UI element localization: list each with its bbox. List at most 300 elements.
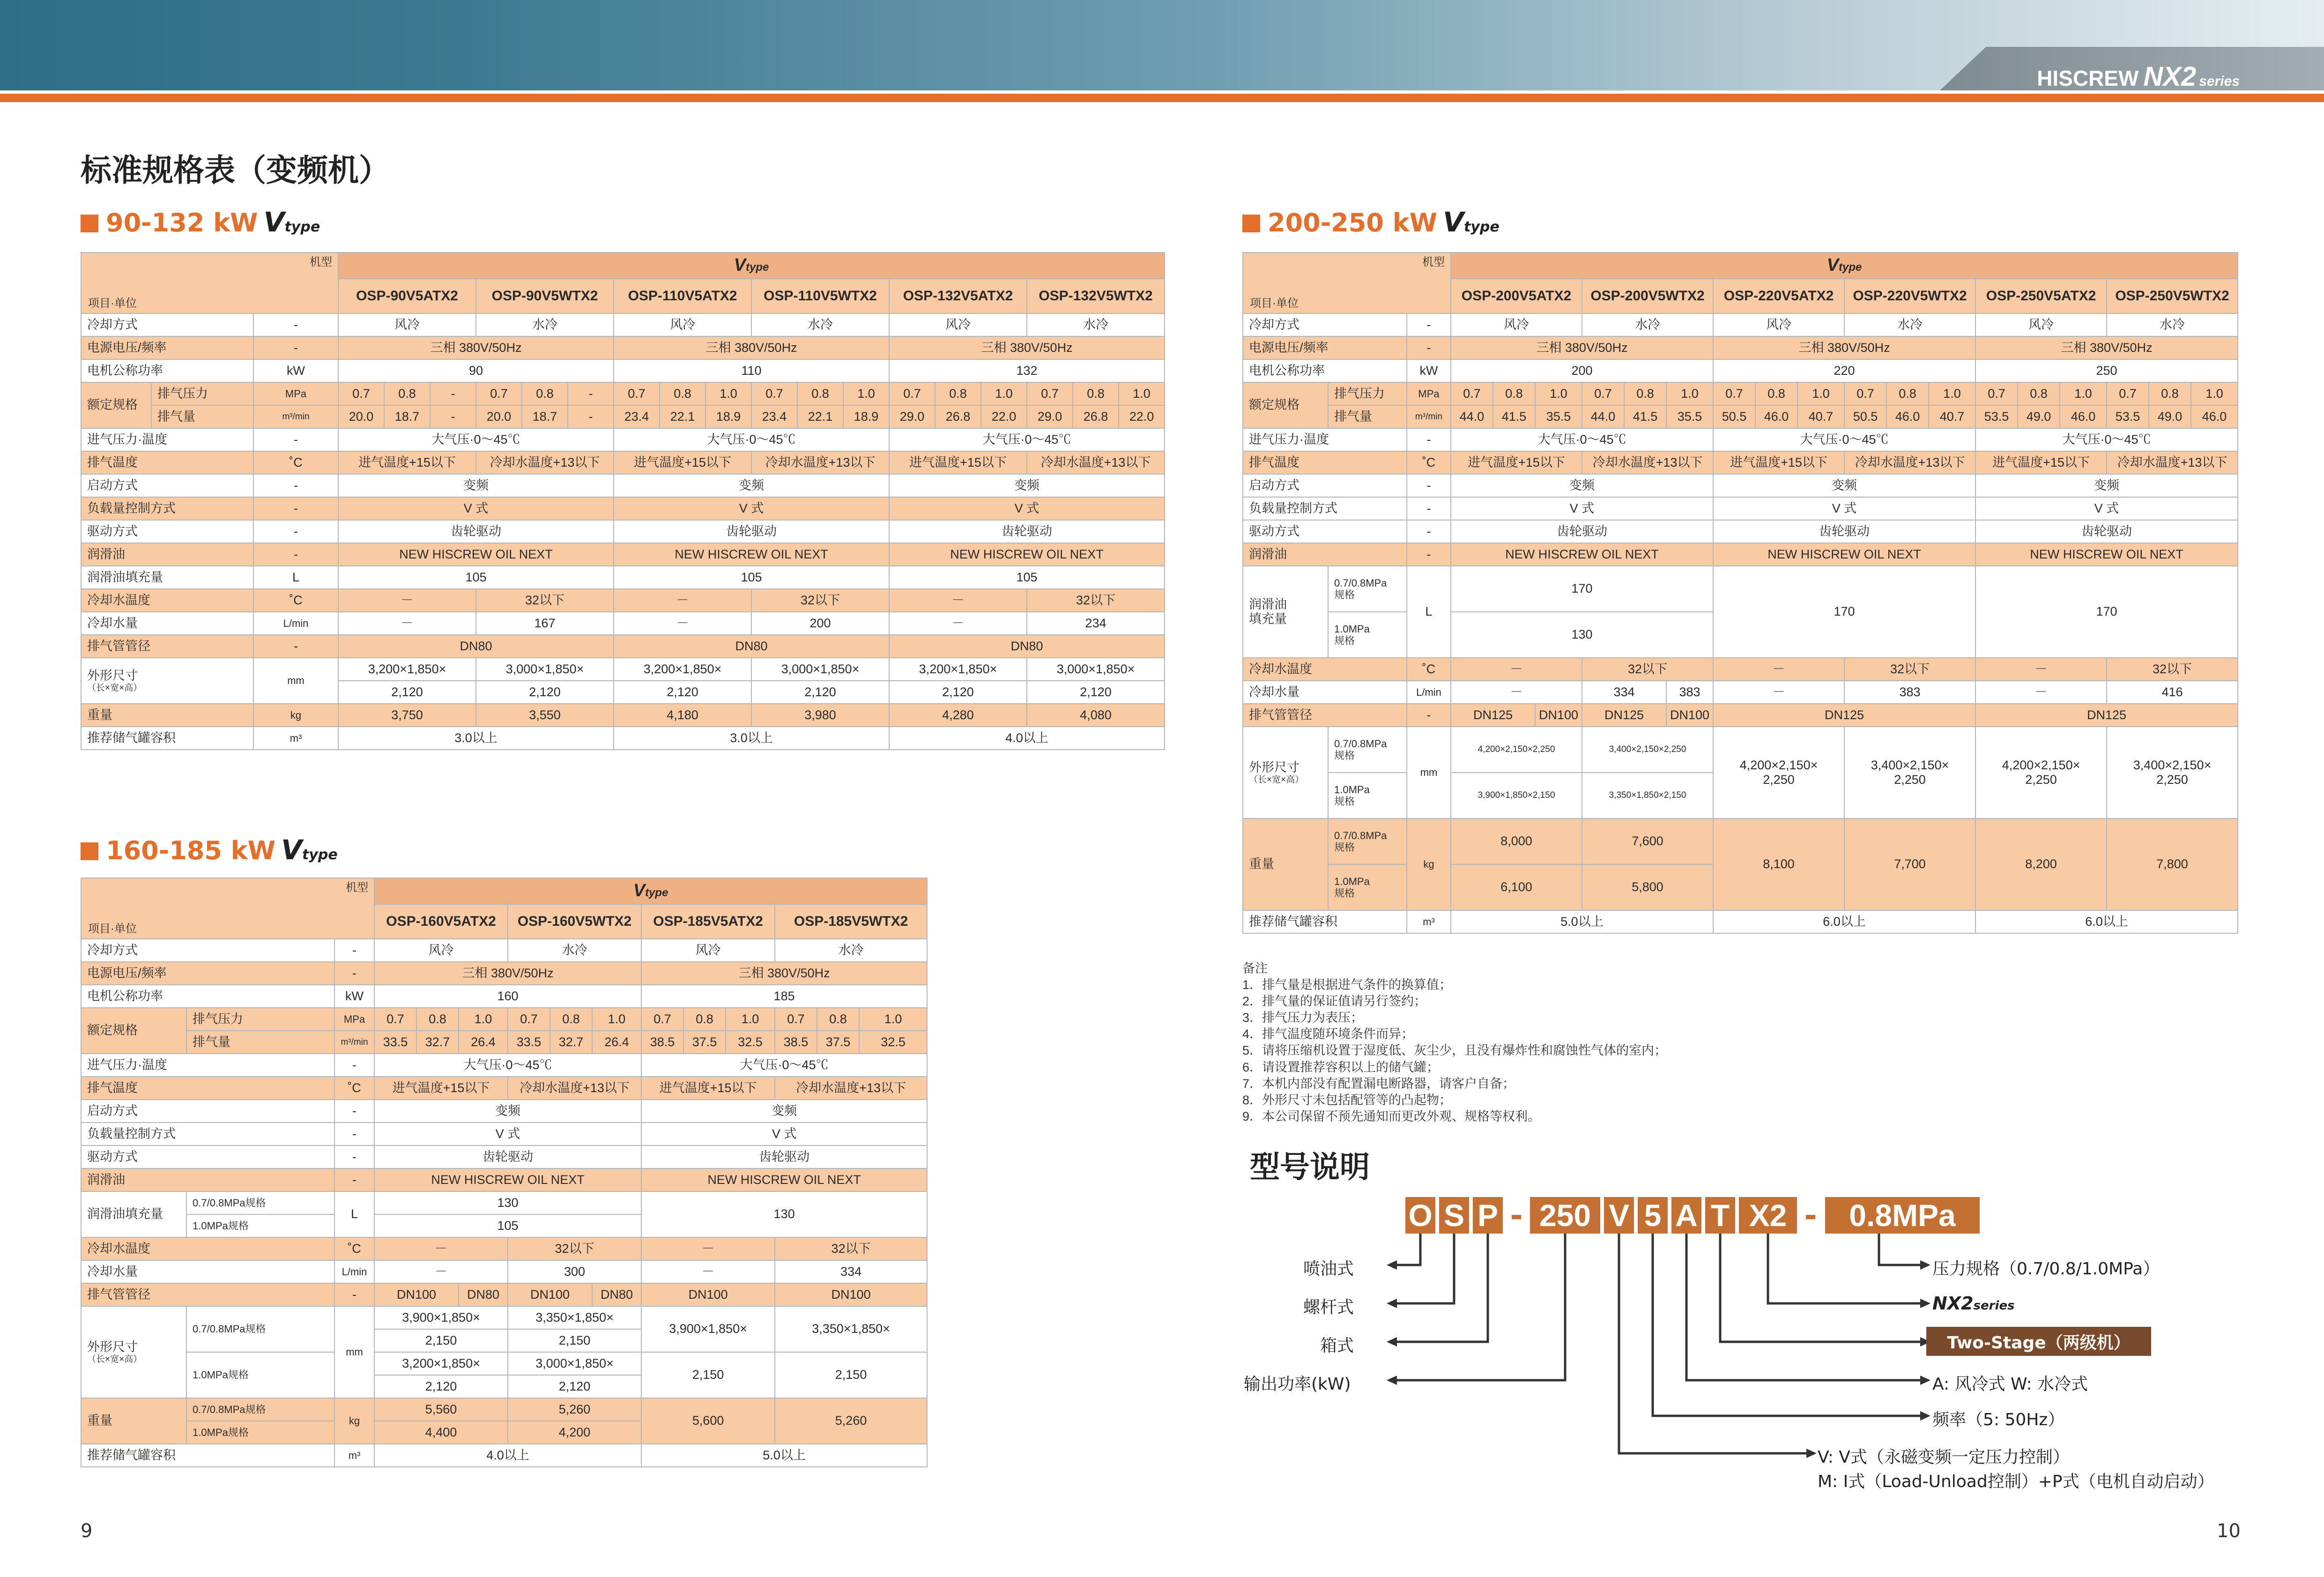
cell: 0.7	[2107, 382, 2149, 405]
cell: 170	[1975, 566, 2238, 658]
unit: kW	[1407, 359, 1451, 382]
cell: 3.0以上	[614, 727, 889, 750]
cell: 185	[641, 985, 927, 1008]
cell: 0.7	[338, 382, 384, 405]
cell: 2,120	[476, 681, 614, 704]
row-label: 冷却水量	[81, 612, 253, 635]
row-sublabel: 0.7/0.8MPa规格	[186, 1306, 334, 1352]
line-cool	[1686, 1234, 1922, 1380]
row-label: 重量	[81, 1398, 186, 1444]
sub-a: 0.7/0.8MPa	[1334, 577, 1387, 589]
unit: kg	[1407, 818, 1451, 910]
cell: 3,400×2,150×2,250	[1582, 727, 1713, 773]
model-header: OSP-220V5ATX2	[1713, 279, 1844, 313]
cell: 7,600	[1582, 818, 1713, 864]
unit: kW	[253, 359, 338, 382]
cell: 44.0	[1451, 405, 1493, 428]
cell: 1.0	[2191, 382, 2238, 405]
cell: 37.5	[817, 1031, 859, 1054]
cell: 23.4	[614, 405, 660, 428]
unit: -	[1407, 543, 1451, 566]
cell: 0.8	[1493, 382, 1535, 405]
cell: 风冷	[1451, 313, 1582, 336]
model-header: OSP-200V5WTX2	[1582, 279, 1713, 313]
series-main: NX2	[2143, 61, 2197, 92]
cell: DN125	[1451, 704, 1535, 727]
vtype-letter: V	[263, 206, 285, 238]
cell: 进气温度+15以下	[641, 1077, 775, 1100]
cell: 32.5	[726, 1031, 775, 1054]
model-header: OSP-200V5ATX2	[1451, 279, 1582, 313]
cell: 0.8	[550, 1008, 592, 1031]
row-label: 排气温度	[81, 1077, 334, 1100]
cell: 20.0	[338, 405, 384, 428]
label-pressure: 压力规格（0.7/0.8/1.0MPa）	[1932, 1259, 2160, 1279]
cell: NEW HISCREW OIL NEXT	[374, 1168, 641, 1191]
cell: 2,120	[1027, 681, 1165, 704]
unit: ˚C	[1407, 451, 1451, 474]
unit: ˚C	[253, 451, 338, 474]
row-label: 电源电压/频率	[81, 962, 334, 985]
cell: 7,800	[2107, 818, 2238, 910]
cell: －	[338, 589, 476, 612]
cell: 风冷	[641, 939, 775, 962]
cell: 90	[338, 359, 614, 382]
cell: 1.0	[592, 1008, 641, 1031]
cell: 4,200	[508, 1421, 641, 1444]
dims-b: 2,250	[2025, 773, 2057, 787]
cell: 变频	[614, 474, 889, 497]
corner-machine: 机型	[1422, 256, 1445, 268]
cell: 冷却水温度+13以下	[508, 1077, 641, 1100]
unit: -	[253, 474, 338, 497]
cell: 5.0以上	[1451, 910, 1713, 933]
cell: 3,900×1,850×	[374, 1306, 508, 1329]
cell: 1.0	[2060, 382, 2107, 405]
series-main: NX2	[1932, 1293, 1974, 1314]
label-power: 输出功率(kW)	[1244, 1375, 1351, 1394]
cell: 32以下	[508, 1237, 641, 1260]
cell: 2,120	[338, 681, 476, 704]
cell: 水冷	[476, 313, 614, 336]
lube-label-a: 润滑油	[1249, 597, 1287, 611]
cell: 53.5	[1975, 405, 2018, 428]
cell: 5,800	[1582, 864, 1713, 910]
cell: 37.5	[683, 1031, 726, 1054]
cell: 5,600	[641, 1398, 775, 1444]
cell: 32以下	[2107, 658, 2238, 681]
cell: 29.0	[889, 405, 935, 428]
cell: 26.8	[1073, 405, 1119, 428]
cell: 18.9	[843, 405, 889, 428]
cell: 2,150	[775, 1352, 927, 1398]
cell: 0.8	[683, 1008, 726, 1031]
unit: -	[253, 543, 338, 566]
sub-a: 1.0MPa	[1334, 875, 1370, 887]
cell: －	[614, 589, 751, 612]
cell: DN100	[1666, 704, 1713, 727]
unit: L	[1407, 566, 1451, 658]
unit: -	[253, 635, 338, 658]
cell: 进气温度+15以下	[1451, 451, 1582, 474]
cell: 4,400	[374, 1421, 508, 1444]
unit: -	[253, 313, 338, 336]
cell: 三相 380V/50Hz	[614, 336, 889, 359]
line-pressure	[1879, 1234, 1922, 1265]
row-label: 电源电压/频率	[81, 336, 253, 359]
cell: 4,080	[1027, 704, 1165, 727]
cell: 0.7	[751, 382, 797, 405]
model-header: OSP-160V5ATX2	[374, 904, 508, 939]
label-freq: 频率（5: 50Hz）	[1932, 1410, 2065, 1429]
model-header: OSP-90V5WTX2	[476, 279, 614, 313]
cell: DN100	[775, 1283, 927, 1306]
cell: 三相 380V/50Hz	[889, 336, 1165, 359]
cell: 26.8	[935, 405, 981, 428]
unit: -	[1407, 336, 1451, 359]
unit: mm	[253, 658, 338, 704]
cell: 变频	[374, 1100, 641, 1123]
row-label: 推荐储气罐容积	[81, 1444, 334, 1467]
cell: 2,120	[374, 1375, 508, 1398]
cell: 0.8	[797, 382, 843, 405]
row-label: 负载量控制方式	[1243, 497, 1407, 520]
unit: L	[253, 566, 338, 589]
line-oil	[1395, 1234, 1420, 1265]
cell: -	[430, 382, 476, 405]
corner-item: 项目·单位	[88, 922, 137, 936]
cell: 3,000×1,850×	[508, 1352, 641, 1375]
cell: 130	[374, 1191, 641, 1214]
cell: 132	[889, 359, 1165, 382]
cell: 220	[1713, 359, 1975, 382]
unit: -	[334, 1283, 374, 1306]
row-label: 冷却方式	[81, 313, 253, 336]
cell: 2,120	[751, 681, 889, 704]
cell: 46.0	[2060, 405, 2107, 428]
cell: 2,120	[508, 1375, 641, 1398]
unit: ˚C	[1407, 658, 1451, 681]
cell: 4,180	[614, 704, 751, 727]
cell: 0.7	[614, 382, 660, 405]
dims-b: 2,250	[1894, 773, 1926, 787]
note-item: 4．排气温度随环境条件而异；	[1242, 1027, 1414, 1041]
unit: -	[253, 428, 338, 451]
cell: 三相 380V/50Hz	[1975, 336, 2238, 359]
code-pressure: 0.8MPa	[1825, 1197, 1980, 1234]
cell: 0.7	[374, 1008, 416, 1031]
cell: －	[641, 1237, 775, 1260]
sub-a: 1.0MPa	[1334, 623, 1370, 635]
cell: 18.7	[522, 405, 568, 428]
model-header: OSP-110V5ATX2	[614, 279, 751, 313]
cell: 冷却水温度+13以下	[1844, 451, 1975, 474]
note-item: 8．外形尺寸未包括配管等的凸起物；	[1242, 1093, 1452, 1107]
cell: 44.0	[1582, 405, 1624, 428]
row-label: 冷却水温度	[81, 1237, 334, 1260]
label-two-stage: Two-Stage（两级机）	[1926, 1327, 2151, 1356]
cell: 53.5	[2107, 405, 2149, 428]
cell: 32.7	[416, 1031, 459, 1054]
sub-b: 规格	[1334, 589, 1355, 601]
model-header: OSP-250V5ATX2	[1975, 279, 2107, 313]
page-number-left: 9	[81, 1520, 93, 1542]
cell: 40.7	[1797, 405, 1844, 428]
cell: 22.0	[981, 405, 1027, 428]
cell: －	[889, 612, 1027, 635]
row-label: 排气管管径	[81, 635, 253, 658]
cell: 8,200	[1975, 818, 2107, 910]
section-label: 200-250 kW	[1268, 208, 1438, 238]
row-label: 电源电压/频率	[1243, 336, 1407, 359]
cell: 0.7	[1844, 382, 1886, 405]
cell: －	[1975, 658, 2107, 681]
unit: -	[334, 939, 374, 962]
cell: 3.0以上	[338, 727, 614, 750]
line-vtype	[1619, 1234, 1808, 1453]
dims-a: 3,400×2,150×	[1871, 758, 1949, 772]
cell: 水冷	[1844, 313, 1975, 336]
cell: 46.0	[1755, 405, 1797, 428]
cell: 齿轮驱动	[1713, 520, 1975, 543]
cell: 齿轮驱动	[1451, 520, 1713, 543]
cell: 三相 380V/50Hz	[338, 336, 614, 359]
cell: 32以下	[476, 589, 614, 612]
vtype-letter: V	[1827, 255, 1839, 275]
cell: 8,100	[1713, 818, 1844, 910]
unit: m³/min	[253, 405, 338, 428]
cell: 大气压·0～45℃	[1713, 428, 1975, 451]
row-sublabel: 排气量	[1328, 405, 1407, 428]
model-title: 型号说明	[1250, 1150, 1370, 1185]
cell: 32以下	[775, 1237, 927, 1260]
dims-a: 3,400×2,150×	[2133, 758, 2212, 772]
row-label: 排气管管径	[81, 1283, 334, 1306]
cell: V 式	[889, 497, 1165, 520]
cell: －	[889, 589, 1027, 612]
dims-label: 外形尺寸	[87, 1339, 138, 1354]
line-freq	[1653, 1234, 1922, 1416]
cell: -	[430, 405, 476, 428]
cell: 2,120	[889, 681, 1027, 704]
brand-name: HISCREW	[2037, 66, 2139, 90]
cell: NEW HISCREW OIL NEXT	[614, 543, 889, 566]
cell: NEW HISCREW OIL NEXT	[1975, 543, 2238, 566]
cell: 8,000	[1451, 818, 1582, 864]
cell: 变频	[338, 474, 614, 497]
unit: -	[334, 1100, 374, 1123]
cell: 4,200×2,150×2,250	[1451, 727, 1582, 773]
dims-a: 4,200×2,150×	[1739, 758, 1818, 772]
cell: DN80	[889, 635, 1165, 658]
note-item: 2．排气量的保证值请另行签约；	[1242, 994, 1427, 1009]
cell: 200	[1451, 359, 1713, 382]
cell: 3,000×1,850×	[751, 658, 889, 681]
code-p: P	[1473, 1197, 1503, 1234]
row-label: 润滑油	[81, 1168, 334, 1191]
unit: -	[334, 1123, 374, 1146]
unit: m³	[253, 727, 338, 750]
cell: 水冷	[2107, 313, 2238, 336]
unit: -	[1407, 704, 1451, 727]
cell: DN80	[459, 1283, 508, 1306]
cell: 1.0	[1666, 382, 1713, 405]
cell: 0.8	[2149, 382, 2191, 405]
cell: NEW HISCREW OIL NEXT	[1451, 543, 1713, 566]
cell: 38.5	[775, 1031, 817, 1054]
cell: 冷却水温度+13以下	[751, 451, 889, 474]
cell: 水冷	[751, 313, 889, 336]
cell: 水冷	[1582, 313, 1713, 336]
code-x2: X2	[1739, 1197, 1797, 1234]
row-sublabel: 排气压力	[186, 1008, 334, 1031]
cell: 0.8	[1755, 382, 1797, 405]
note-item: 7．本机内部没有配置漏电断路器，请客户自备；	[1242, 1076, 1515, 1091]
row-label: 冷却水温度	[81, 589, 253, 612]
cell: 风冷	[1975, 313, 2107, 336]
cell: 167	[476, 612, 614, 635]
row-label: 电机公称功率	[81, 985, 334, 1008]
cell: 齿轮驱动	[889, 520, 1165, 543]
cell: 进气温度+15以下	[1975, 451, 2107, 474]
cell: 1.0	[859, 1008, 927, 1031]
unit: -	[334, 962, 374, 985]
model-header: OSP-250V5WTX2	[2107, 279, 2238, 313]
sub-a: 0.7/0.8MPa	[1334, 829, 1387, 841]
sub-b: 规格	[1334, 887, 1355, 899]
cell: 300	[508, 1260, 641, 1283]
cell: 160	[374, 985, 641, 1008]
dims-label: 外形尺寸	[1249, 760, 1299, 774]
dims-sub: （长×宽×高）	[87, 1354, 142, 1364]
cell: 6.0以上	[1975, 910, 2238, 933]
cell: NEW HISCREW OIL NEXT	[1713, 543, 1975, 566]
label-oil: 喷油式	[1303, 1259, 1354, 1279]
cell: 进气温度+15以下	[614, 451, 751, 474]
model-header: OSP-90V5ATX2	[338, 279, 476, 313]
cell: 进气温度+15以下	[374, 1077, 508, 1100]
cell: 22.0	[1119, 405, 1165, 428]
code-o: O	[1405, 1197, 1435, 1234]
row-label: 进气压力·温度	[1243, 428, 1407, 451]
row-label: 进气压力·温度	[81, 1054, 334, 1077]
cell: 32以下	[1582, 658, 1713, 681]
cell: 1.0	[981, 382, 1027, 405]
unit: MPa	[334, 1008, 374, 1031]
cell: NEW HISCREW OIL NEXT	[889, 543, 1165, 566]
cell: 334	[775, 1260, 927, 1283]
page-title: 标准规格表（变频机）	[81, 152, 390, 188]
cell: 1.0	[705, 382, 751, 405]
line-screw	[1395, 1234, 1454, 1303]
cell: －	[1451, 658, 1582, 681]
row-label: 润滑油填充量	[81, 566, 253, 589]
cell: －	[1713, 658, 1844, 681]
code-power: 250	[1530, 1197, 1600, 1234]
row-label: 润滑油	[81, 543, 253, 566]
row-label: 排气温度	[1243, 451, 1407, 474]
cell: 18.9	[705, 405, 751, 428]
cell: 0.8	[1624, 382, 1666, 405]
dims-sub: （长×宽×高）	[1249, 774, 1304, 785]
corner-machine: 机型	[310, 256, 333, 268]
unit: kg	[334, 1398, 374, 1444]
unit: -	[1407, 497, 1451, 520]
sub-a: 0.7/0.8MPa	[1334, 737, 1387, 750]
unit: kW	[334, 985, 374, 1008]
row-label: 冷却水量	[81, 1260, 334, 1283]
cell: 3,350×1,850×	[775, 1306, 927, 1352]
unit: -	[1407, 313, 1451, 336]
cell: 0.7	[775, 1008, 817, 1031]
unit: mm	[334, 1306, 374, 1398]
code-t: T	[1705, 1197, 1735, 1234]
row-sublabel: 1.0MPa规格	[186, 1352, 334, 1398]
row-label: 推荐储气罐容积	[1243, 910, 1407, 933]
cell: V 式	[1713, 497, 1975, 520]
cell: 变频	[1975, 474, 2238, 497]
cell: 大气压·0～45℃	[338, 428, 614, 451]
unit: MPa	[1407, 382, 1451, 405]
cell: V 式	[338, 497, 614, 520]
row-sublabel: 排气量	[186, 1031, 334, 1054]
row-label: 重量	[81, 704, 253, 727]
cell: 0.8	[522, 382, 568, 405]
cell: 3,200×1,850×	[338, 658, 476, 681]
unit: m³	[334, 1444, 374, 1467]
model-header: OSP-220V5WTX2	[1844, 279, 1975, 313]
cell: 32以下	[1027, 589, 1165, 612]
unit: ˚C	[253, 589, 338, 612]
dims-sub: （长×宽×高）	[87, 683, 142, 693]
model-header: OSP-185V5ATX2	[641, 904, 775, 939]
line-box	[1395, 1234, 1488, 1342]
series-sub: series	[1973, 1299, 2015, 1313]
row-sublabel: 1.0MPa规格	[186, 1421, 334, 1444]
cell: 风冷	[374, 939, 508, 962]
cell: DN125	[1975, 704, 2238, 727]
cell: 齿轮驱动	[641, 1146, 927, 1168]
cell: 6.0以上	[1713, 910, 1975, 933]
cell: 冷却水温度+13以下	[775, 1077, 927, 1100]
cell: 5,260	[508, 1398, 641, 1421]
sub-b: 规格	[1334, 796, 1355, 807]
cell: 0.7	[476, 382, 522, 405]
row-label: 润滑油填充量	[81, 1191, 186, 1237]
corner-item: 项目·单位	[1250, 297, 1299, 310]
cell: DN100	[374, 1283, 459, 1306]
row-sublabel: 排气压力	[151, 382, 253, 405]
cell: －	[1713, 681, 1844, 704]
cell: 23.4	[751, 405, 797, 428]
cell: 29.0	[1027, 405, 1073, 428]
row-sublabel: 排气量	[151, 405, 253, 428]
unit: -	[334, 1168, 374, 1191]
cell: 变频	[641, 1100, 927, 1123]
cell: 6,100	[1451, 864, 1582, 910]
cell: 风冷	[889, 313, 1027, 336]
cell: 冷却水温度+13以下	[2107, 451, 2238, 474]
cell: DN80	[614, 635, 889, 658]
model-header: OSP-132V5ATX2	[889, 279, 1027, 313]
cell: 105	[374, 1214, 641, 1237]
cell: 0.8	[1886, 382, 1929, 405]
cell: 33.5	[508, 1031, 550, 1054]
cell: 三相 380V/50Hz	[1713, 336, 1975, 359]
cell: 三相 380V/50Hz	[374, 962, 641, 985]
cell: 41.5	[1624, 405, 1666, 428]
cell: 0.7	[1451, 382, 1493, 405]
